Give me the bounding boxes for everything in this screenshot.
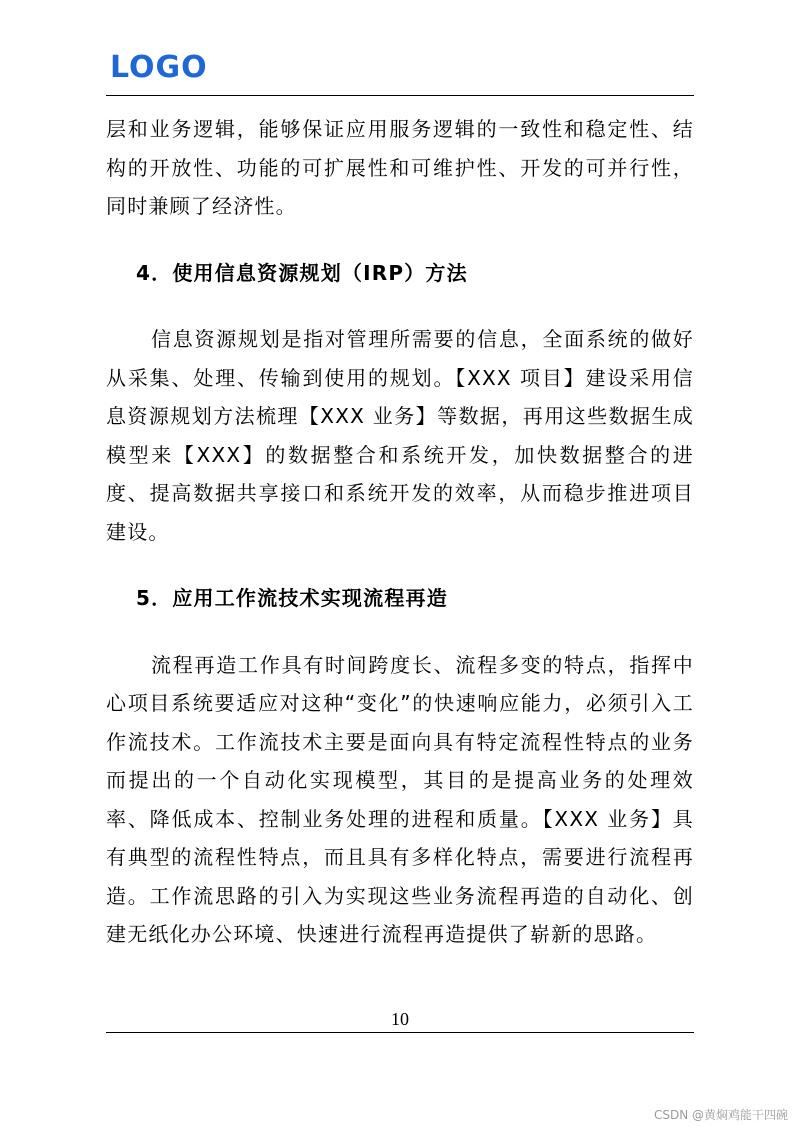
page-number: 10 — [391, 1009, 409, 1029]
source-watermark: CSDN @黄焖鸡能干四碗 — [653, 1108, 788, 1122]
paragraph-irp: 信息资源规划是指对管理所需要的信息，全面系统的做好从采集、处理、传输到使用的规划。【XXX 项目】建设采用信息资源规划方法梳理【XXX 业务】等数据，再用这些数据生成模型来【XXX】的数据整合和系统开发，加快数据整合的进度、提高数据共享接口和系统开发的效率，从而稳步推进项目建设。 — [106, 327, 694, 544]
paragraph-workflow: 流程再造工作具有时间跨度长、流程多变的特点，指挥中心项目系统要适应对这种“变化”的快速响应能力，必须引入工作流技术。工作流技术主要是面向具有特定流程性特点的业务而提出的一个自动化实现模型，其目的是提高业务的处理效率、降低成本、控制业务处理的进程和质量。【XXX 业务】具有典型的流程性特点，而且具有多样化特点，需要进行流程再造。工作流思路的引入为实现这些业务流程再造的自动化、创建无纸化办公环境、快速进行流程再造提供了崭新的思路。 — [106, 652, 694, 946]
footer-divider — [106, 1032, 694, 1033]
section-heading-5: 5．应用工作流技术实现流程再造 — [136, 586, 448, 610]
section-heading-4: 4．使用信息资源规划（IRP）方法 — [136, 260, 468, 285]
paragraph-continuation: 层和业务逻辑，能够保证应用服务逻辑的一致性和稳定性、结构的开放性、功能的可扩展性和可维护性、开发的可并行性，同时兼顾了经济性。 — [106, 117, 694, 218]
logo: LOGO — [110, 50, 208, 85]
header-divider — [106, 95, 694, 96]
document-body — [106, 110, 694, 954]
